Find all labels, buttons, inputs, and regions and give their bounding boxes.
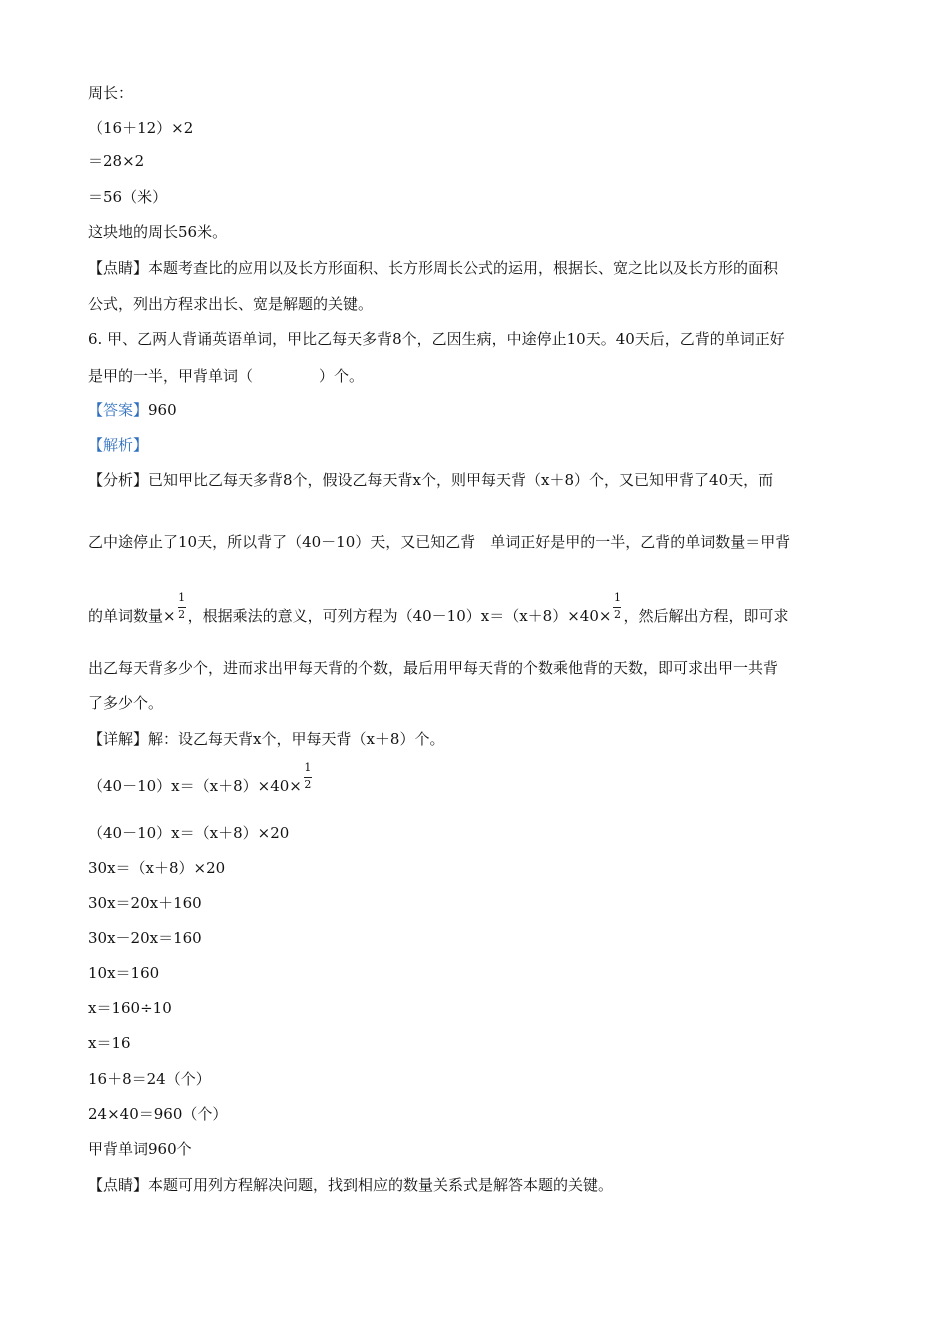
comment-text: 本题考查比的应用以及长方形面积、长方形周长公式的运用，根据长、宽之比以及长方形的面积 [148, 259, 779, 277]
calc-step-2: ＝28×2 [88, 152, 145, 170]
answer-value: 960 [148, 401, 177, 419]
detail-result: 甲背单词960个 [88, 1140, 192, 1158]
comment-text-cont: 公式，列出方程求出长、宽是解题的关键。 [88, 295, 374, 313]
comment-tag: 【点睛】 [88, 259, 149, 277]
equation-2: （40－10）x＝（x＋8）×20 [88, 824, 290, 842]
question-6-line-1: 6. 甲、乙两人背诵英语单词，甲比乙每天多背8个，乙因生病，中途停止10天。40天后，乙背的单词正好 [88, 330, 785, 348]
answer-tag: 【答案】 [88, 401, 149, 419]
question-text-a: 是甲的一半，甲背单词（ [88, 367, 254, 385]
detail-tag: 【详解】 [88, 730, 149, 748]
answer-line [88, 400, 890, 420]
fraction-one-half: $\frac{1}{2}$ [304, 761, 312, 791]
equation-1-text: （40－10）x＝（x＋8）×40× [88, 777, 302, 795]
question-text-b: ）个。 [319, 367, 365, 385]
calc-step-3: ＝56（米） [88, 188, 168, 206]
final-comment [88, 1175, 890, 1195]
analysis-line-1 [88, 470, 890, 490]
equation-6: 10x＝160 [88, 964, 160, 982]
equation-8: x＝16 [88, 1034, 131, 1052]
equation-7: x＝160÷10 [88, 999, 172, 1017]
analysis-line-4: 出乙每天背多少个，进而求出甲每天背的个数，最后用甲每天背的个数乘他背的天数，即可求出甲一共背 [88, 659, 779, 677]
analysis-tag: 【解析】 [88, 436, 149, 454]
fraction-one-half: $\frac{1}{2}$ [178, 591, 186, 621]
equation-10: 24×40＝960（个） [88, 1105, 228, 1123]
comment-paragraph-1 [88, 258, 890, 278]
analysis-text-1: 已知甲比乙每天多背8个，假设乙每天背x个，则甲每天背（x＋8）个，又已知甲背了40天，而 [148, 471, 774, 489]
question-6-line-2 [88, 366, 890, 386]
equation-9: 16＋8＝24（个） [88, 1070, 211, 1088]
equation-3: 30x＝（x＋8）×20 [88, 859, 226, 877]
analysis-line-5: 了多少个。 [88, 694, 164, 712]
analysis-text-3b: ，根据乘法的意义，可列方程为（40－10）x＝（x＋8）×40× [187, 607, 612, 625]
analysis-line-3 [88, 591, 890, 626]
analysis-line-2: 乙中途停止了10天，所以背了（40－10）天，又已知乙背 单词正好是甲的一半，乙背的单词数量＝甲背 [88, 533, 791, 551]
fraction-one-half: $\frac{1}{2}$ [613, 591, 621, 621]
equation-1 [88, 761, 890, 796]
analysis-text-3c: ，然后解出方程，即可求 [623, 607, 789, 625]
equation-5: 30x－20x＝160 [88, 929, 202, 947]
perimeter-label: 周长： [88, 84, 134, 102]
fenxi-tag: 【分析】 [88, 471, 149, 489]
final-comment-text: 本题可用列方程解决问题，找到相应的数量关系式是解答本题的关键。 [148, 1176, 614, 1194]
perimeter-conclusion: 这块地的周长56米。 [88, 223, 228, 241]
equation-4: 30x＝20x＋160 [88, 894, 202, 912]
analysis-text-3a: 的单词数量× [88, 607, 176, 625]
calc-step-1: （16＋12）×2 [88, 119, 194, 137]
detail-intro-text: 解：设乙每天背x个，甲每天背（x＋8）个。 [148, 730, 445, 748]
final-comment-tag: 【点睛】 [88, 1176, 149, 1194]
detail-intro [88, 729, 890, 749]
